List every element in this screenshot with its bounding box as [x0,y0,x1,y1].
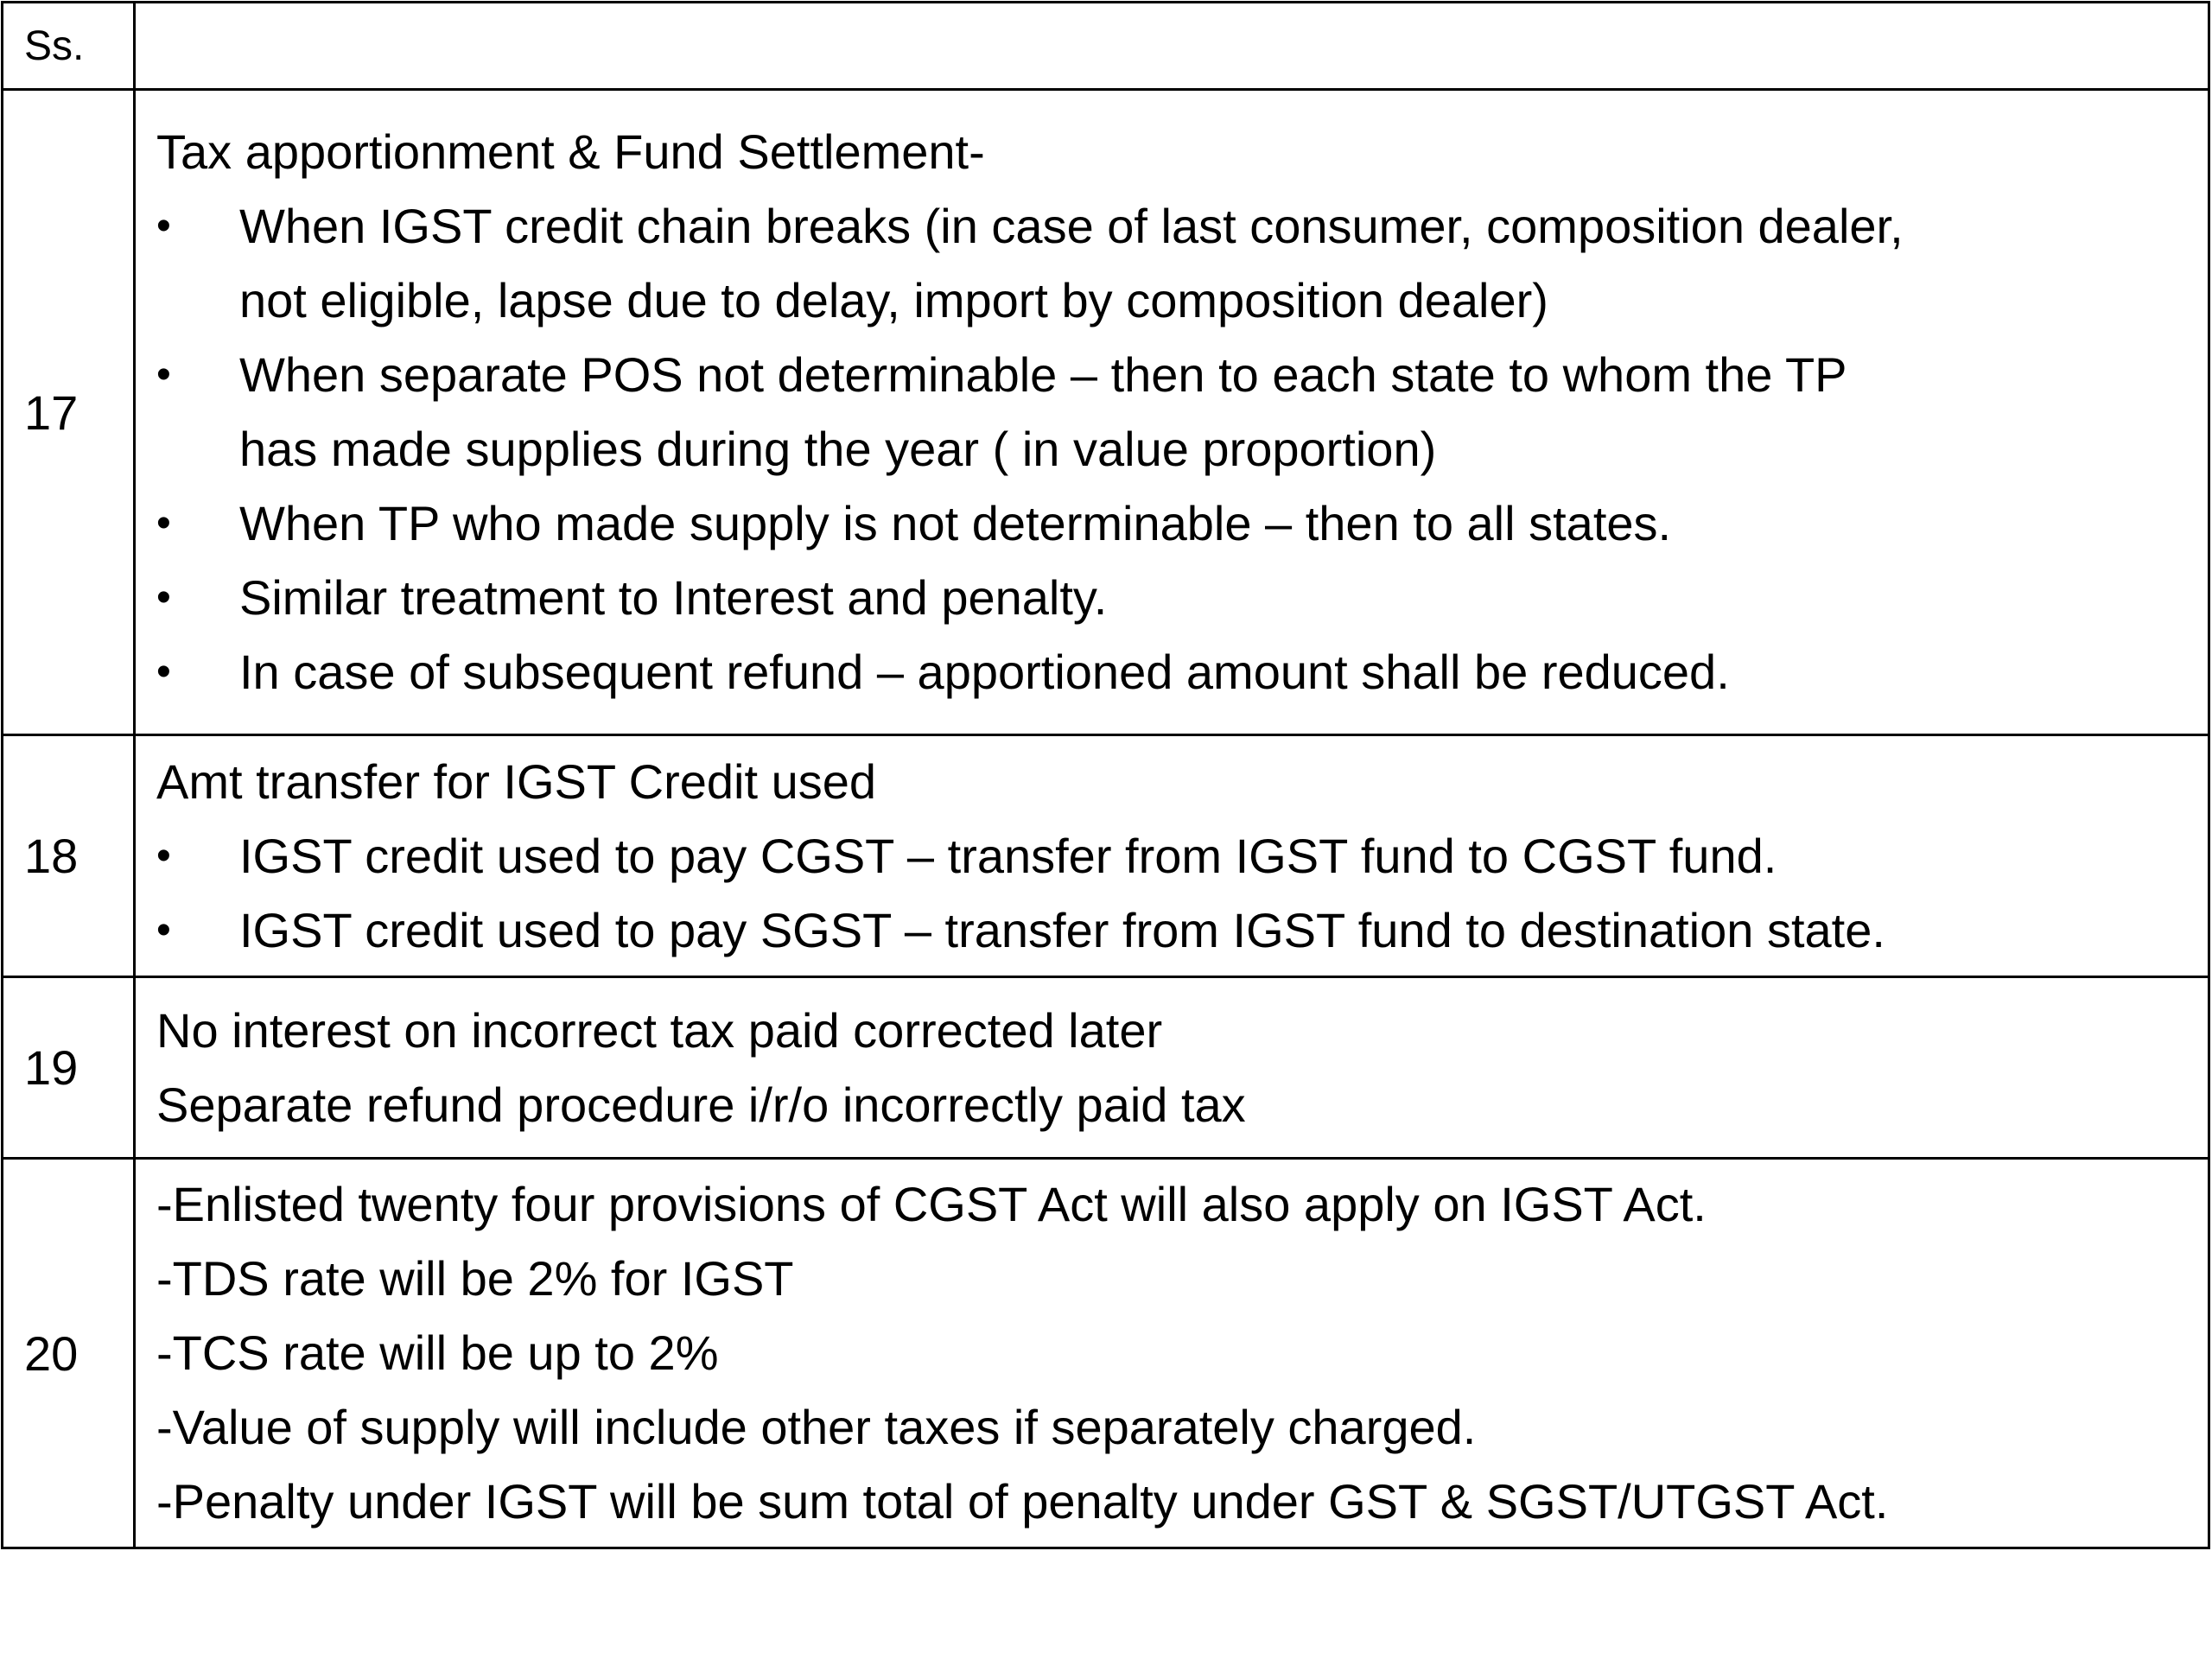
bullet-item [156,561,2190,635]
row-line: No interest on incorrect tax paid corrected later [156,1002,1163,1058]
serial-number: 20 [3,1159,135,1548]
bullet-item [156,189,2190,338]
header-content-cell [135,3,2209,90]
row-line: -Value of supply will include other taxes if separately charged. [156,1400,1477,1454]
table-row [3,977,2209,1159]
table-header-row [3,3,2209,90]
row-line: Separate refund procedure i/r/o incorrectly paid tax [156,1077,1246,1132]
bullet-icon: • [156,649,171,695]
row-title: Tax apportionment & Fund Settlement- [156,124,985,179]
bullet-text: In case of subsequent refund – apportioned amount shall be reduced. [239,645,1730,699]
row-line: -Enlisted twenty four provisions of CGST Act will also apply on IGST Act. [156,1177,1707,1231]
row-content [135,1159,2209,1548]
bullet-text: When separate POS not determinable – then to each state to whom the TP [239,347,1847,402]
table-row [3,735,2209,977]
provisions-table [1,1,2210,1549]
table-row [3,1159,2209,1548]
bullet-list [156,819,2190,968]
row-line: -Penalty under IGST will be sum total of penalty under GST & SGST/UTGST Act. [156,1474,1889,1529]
table-row [3,90,2209,735]
bullet-text: IGST credit used to pay SGST – transfer from IGST fund to destination state. [239,902,1885,957]
bullet-text: Similar treatment to Interest and penalty. [239,570,1108,625]
bullet-icon: • [156,352,171,397]
bullet-text-continued: not eligible, lapse due to delay, import by composition dealer) [239,273,1548,327]
bullet-text: When TP who made supply is not determinable – then to all states. [239,496,1672,550]
bullet-icon: • [156,832,171,879]
bullet-list [156,189,2190,709]
row-content [135,735,2209,977]
bullet-text: When IGST credit chain breaks (in case of last consumer, composition dealer, [239,199,1904,253]
bullet-text: IGST credit used to pay CGST – transfer from IGST fund to CGST fund. [239,828,1777,883]
bullet-item [156,486,2190,561]
row-title: Amt transfer for IGST Credit used [156,753,877,809]
bullet-icon: • [156,906,171,953]
bullet-icon: • [156,203,171,249]
serial-number: 19 [3,977,135,1159]
bullet-text-continued: has made supplies during the year ( in value proportion) [239,422,1437,476]
row-line: -TCS rate will be up to 2% [156,1325,719,1380]
bullet-item [156,338,2190,486]
bullet-item [156,635,2190,709]
bullet-item [156,893,2190,968]
serial-number: 17 [3,90,135,735]
serial-number: 18 [3,735,135,977]
bullet-item [156,819,2190,893]
row-line: -TDS rate will be 2% for IGST [156,1251,794,1306]
row-content [135,977,2209,1159]
bullet-icon: • [156,500,171,546]
row-content [135,90,2209,735]
header-serial-cell: Ss. [3,3,135,90]
bullet-icon: • [156,575,171,620]
